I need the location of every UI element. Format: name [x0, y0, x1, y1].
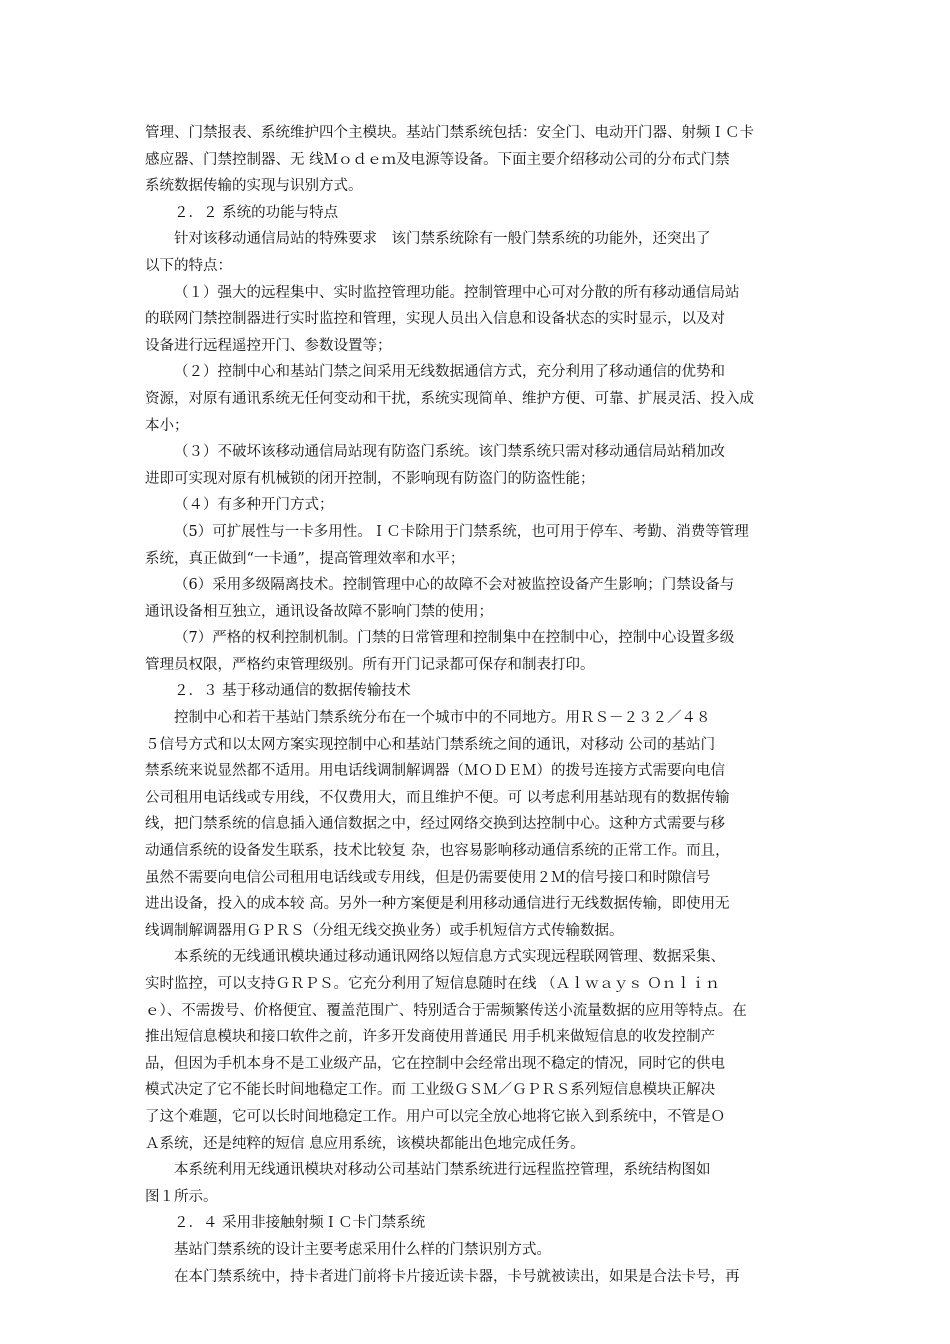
- paragraph-first-line: ２．２ 系统的功能与特点: [174, 204, 339, 221]
- text-line: 虽然不需要向电信公司租用电话线或专用线，但是仍需要使用２Ｍ的信号接口和时隙信号: [145, 869, 711, 886]
- text-line: ｅ）、不需拨号、价格便宜、覆盖范围广、特别适合于需频繁传送小流量数据的应用等特点。在: [145, 1002, 747, 1019]
- paragraph-first-line: 本系统利用无线通讯模块对移动公司基站门禁系统进行远程监控管理，系统结构图如: [174, 1162, 711, 1179]
- text-line: 模式决定了它不能长时间地稳定工作。而 工业级ＧＳＭ／ＧＰＲＳ系列短信息模块正解决: [145, 1082, 716, 1099]
- paragraph-first-line: 针对该移动通信局站的特殊要求 该门禁系统除有一般门禁系统的功能外，还突出了: [174, 231, 711, 248]
- text-line: 以下的特点：: [145, 257, 232, 274]
- document-page: [145, 120, 810, 1290]
- text-line: 公司租用电话线或专用线，不仅费用大，而且维护不便。可 以考虑利用基站现有的数据传输: [145, 789, 730, 806]
- paragraph-first-line: （5）可扩展性与一卡多用性。ＩＣ卡除用于门禁系统，也可用于停车、考勤、消费等管理: [174, 523, 749, 540]
- text-line: Ａ系统，还是纯粹的短信 息应用系统，该模块都能出色地完成任务。: [145, 1135, 585, 1152]
- text-line: 进即可实现对原有机械锁的闭开控制，不影响现有防盗门的防盗性能；: [145, 470, 595, 487]
- paragraph-first-line: 基站门禁系统的设计主要考虑采用什么样的门禁识别方式。: [174, 1241, 551, 1258]
- text-line: 线调制解调器用ＧＰＲＳ（分组无线交换业务）或手机短信方式传输数据。: [145, 922, 624, 939]
- paragraph-first-line: （7）严格的权利控制机制。门禁的日常管理和控制集中在控制中心，控制中心设置多级: [174, 630, 735, 647]
- paragraph-first-line: ２．４ 采用非接触射频ＩＣ卡门禁系统: [174, 1215, 426, 1232]
- paragraph-first-line: 控制中心和若干基站门禁系统分布在一个城市中的不同地方。用ＲＳ－２３２／４８: [174, 710, 711, 727]
- text-line: 了这个难题，它可以长时间地稳定工作。用户可以完全放心地将它嵌入到系统中，不管是Ｏ: [145, 1108, 725, 1125]
- text-line: 系统，真正做到“一卡通”，提高管理效率和水平；: [145, 550, 465, 567]
- paragraph-first-line: （１）强大的远程集中、实时监控管理功能。控制管理中心可对分散的所有移动通信局站: [174, 284, 740, 301]
- text-line: 品，但因为手机本身不是工业级产品，它在控制中会经常出现不稳定的情况，同时它的供电: [145, 1055, 725, 1072]
- text-line: 系统数据传输的实现与识别方式。: [145, 178, 363, 195]
- text-line: 管理员权限，严格约束管理级别。所有开门记录都可保存和制表打印。: [145, 656, 595, 673]
- paragraph-first-line: （２）控制中心和基站门禁之间采用无线数据通信方式，充分利用了移动通信的优势和: [174, 364, 725, 381]
- paragraph-first-line: （6）采用多级隔离技术。控制管理中心的故障不会对被监控设备产生影响；门禁设备与: [174, 577, 735, 594]
- paragraph-first-line: （３）不破坏该移动通信局站现有防盗门系统。该门禁系统只需对移动通信局站稍加改: [174, 444, 725, 461]
- text-line: 管理、门禁报表、系统维护四个主模块。基站门禁系统包括：安全门、电动开门器、射频ＩＣ卡: [145, 125, 754, 141]
- text-line: 感应器、门禁控制器、无 线Ｍｏｄｅｍ及电源等设备。下面主要介绍移动公司的分布式门禁: [145, 151, 730, 168]
- text-line: 通讯设备相互独立，通讯设备故障不影响门禁的使用；: [145, 603, 493, 620]
- text-line: 线，把门禁系统的信息插入通信数据之中，经过网络交换到达控制中心。这种方式需要与移: [145, 816, 725, 833]
- text-line: 的联网门禁控制器进行实时监控和管理，实现人员出入信息和设备状态的实时显示，以及对: [145, 311, 725, 328]
- text-line: ５信号方式和以太网方案实现控制中心和基站门禁系统之间的通讯，对移动 公司的基站门: [145, 736, 716, 753]
- paragraph-first-line: 本系统的无线通讯模块通过移动通讯网络以短信息方式实现远程联网管理、数据采集、: [174, 949, 725, 966]
- text-line: 推出短信息模块和接口软件之前，许多开发商使用普通民 用手机来做短信息的收发控制产: [145, 1029, 716, 1046]
- text-line: 设备进行远程遥控开门、参数设置等；: [145, 337, 392, 354]
- text-line: 禁系统来说显然都不适用。用电话线调制解调器（ＭＯＤＥＭ）的拨号连接方式需要向电信: [145, 763, 725, 780]
- text-line: 本小；: [145, 417, 189, 434]
- text-line: 图１所示。: [145, 1188, 218, 1205]
- text-line: 资源，对原有通讯系统无任何变动和干扰，系统实现简单、维护方便、可靠、扩展灵活、投入成: [145, 390, 754, 407]
- text-line: 实时监控，可以支持ＧＲＰＳ。它充分利用了短信息随时在线 （Ａｌｗａｙｓ Ｏｎｌｉｎ: [145, 976, 720, 992]
- paragraph-first-line: ２．３ 基于移动通信的数据传输技术: [174, 683, 411, 700]
- paragraph-first-line: （４）有多种开门方式；: [174, 497, 334, 514]
- text-line: 进出设备，投入的成本较 高。另外一种方案便是利用移动通信进行无线数据传输，即使用无: [145, 896, 730, 913]
- paragraph-first-line: 在本门禁系统中，持卡者进门前将卡片接近读卡器，卡号就被读出，如果是合法卡号，再: [174, 1268, 740, 1285]
- text-line: 动通信系统的设备发生联系，技术比较复 杂，也容易影响移动通信系统的正常工作。而且，: [145, 843, 730, 860]
